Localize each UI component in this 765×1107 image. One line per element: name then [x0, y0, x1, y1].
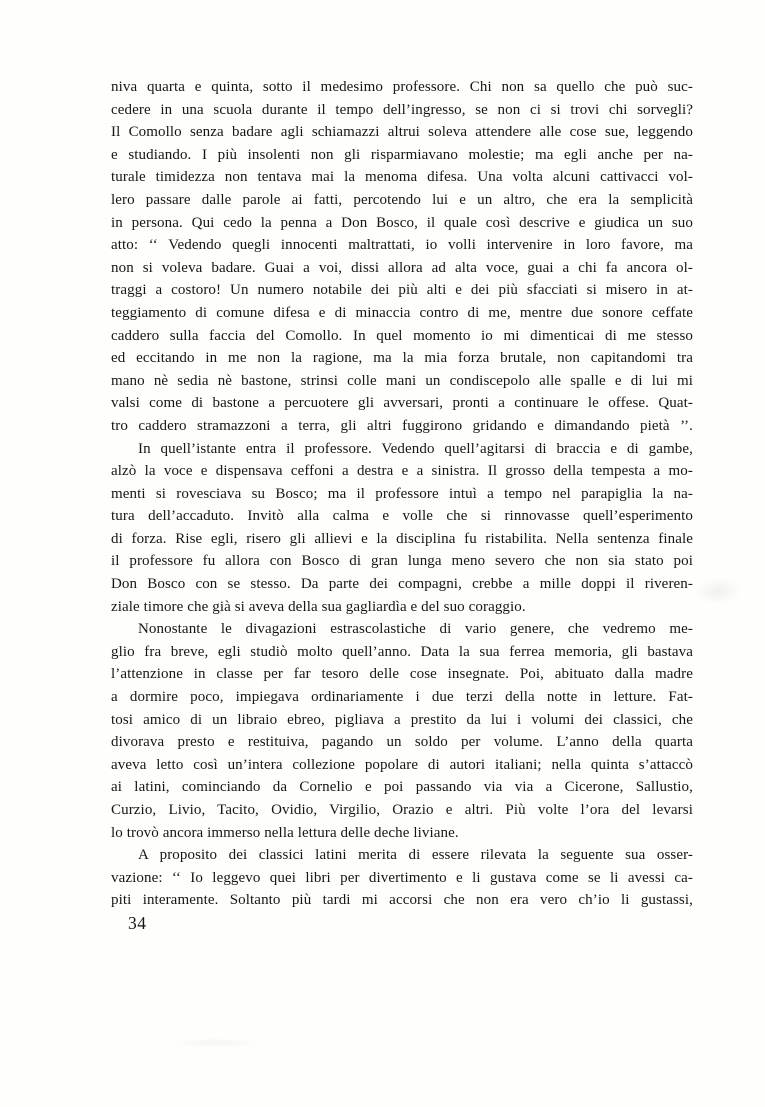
paragraph — [111, 618, 693, 844]
text-block — [111, 76, 693, 912]
text-line: teggiamento di comune difesa e di minaccia contro di me, mentre due sonore ceffate — [111, 304, 693, 321]
text-line: Nonostante le divagazioni estrascolastiche di vario genere, che vedremo me- — [138, 621, 693, 638]
text-line: non si voleva badare. Guai a voi, dissi allora ad alta voce, guai a chi fa ancora ol- — [111, 259, 693, 276]
text-line: alzò la voce e dispensava ceffoni a destra e a sinistra. Il grosso della tempesta a mo- — [111, 463, 693, 480]
text-line: a dormire poco, impiegava ordinariamente i due terzi della notte in letture. Fat- — [111, 689, 693, 706]
paragraph — [111, 76, 693, 438]
text-line: divorava presto e restituiva, pagando un soldo per volume. L’anno della quarta — [111, 734, 693, 751]
text-line: l’attenzione in classe per far tesoro delle cose insegnate. Poi, abituato dalla madre — [111, 666, 693, 683]
text-line: tura dell’accaduto. Invitò alla calma e volle che si rinnovasse quell’esperimento — [111, 508, 693, 525]
text-line: Don Bosco con se stesso. Da parte dei compagni, crebbe a mille doppi il riveren- — [111, 576, 693, 593]
text-line: In quell’istante entra il professore. Vedendo quell’agitarsi di braccia e di gambe, — [138, 440, 693, 457]
paragraph — [111, 438, 693, 619]
page-number: 34 — [128, 913, 147, 933]
text-line: vazione: ‘‘ Io leggevo quei libri per divertimento e li gustava come se li avessi ca- — [111, 869, 693, 886]
text-line: e studiando. I più insolenti non gli risparmiavano molestie; ma egli anche per na- — [111, 146, 693, 163]
text-line: ai latini, cominciando da Cornelio e poi passando via via a Cicerone, Sallustio, — [111, 779, 693, 796]
text-line: lo trovò ancora immerso nella lettura delle deche liviane. — [111, 824, 459, 841]
text-line: glio fra breve, egli studiò molto quell’anno. Data la sua ferrea memoria, gli bastava — [111, 643, 693, 660]
text-line: piti interamente. Soltanto più tardi mi accorsi che non era vero ch’io li gustassi, — [111, 892, 693, 909]
text-line: ed eccitando in me non la ragione, ma la mia forza brutale, non capitandomi tra — [111, 350, 693, 367]
text-line: valsi come di bastone a percuotere gli avversari, pronti a continuare le offese. Quat- — [111, 395, 693, 412]
text-line: in persona. Qui cedo la penna a Don Bosco, il quale così descrive e giudica un suo — [111, 214, 693, 231]
text-line: lero passare dalle parole ai fatti, percotendo lui e un altro, che era la semplicità — [111, 191, 693, 208]
text-line: tosi amico di un libraio ebreo, pigliava a prestito da lui i volumi dei classici, che — [111, 711, 693, 728]
text-line: menti si rovesciava su Bosco; ma il professore intuì a tempo nel parapiglia la na- — [111, 485, 693, 502]
text-line: atto: ‘‘ Vedendo quegli innocenti maltrattati, io volli intervenire in loro favore, ma — [111, 237, 693, 254]
scan-smudge — [170, 1038, 260, 1048]
text-line: aveva letto così un’intera collezione popolare di autori italiani; nella quinta s’attaccò — [111, 756, 693, 773]
text-line: traggi a costoro! Un numero notabile dei più alti e dei più sfacciati si misero in at- — [111, 282, 693, 299]
text-line: A proposito dei classici latini merita di essere rilevata la seguente sua osser- — [138, 847, 693, 864]
text-line: cedere in una scuola durante il tempo dell’ingresso, se non ci si trovi chi sorvegli? — [111, 101, 693, 118]
text-line: niva quarta e quinta, sotto il medesimo professore. Chi non sa quello che può suc- — [111, 79, 693, 95]
text-line: Curzio, Livio, Tacito, Ovidio, Virgilio, Orazio e altri. Più volte l’ora del levarsi — [111, 802, 693, 818]
text-line: mano nè sedia nè bastone, strinsi colle mani un condiscepolo alle spalle e di lui mi — [111, 372, 693, 389]
text-line: di forza. Rise egli, risero gli allievi e la disciplina fu ristabilita. Nella sentenza finale — [111, 530, 693, 547]
text-line: turale timidezza non tentava mai la menoma difesa. Una volta alcuni cattivacci vol- — [111, 169, 693, 186]
paragraph — [111, 844, 693, 912]
text-line: il professore fu allora con Bosco di gran lunga meno severo che non sia stato poi — [111, 553, 693, 570]
text-line: tro caddero stramazzoni a terra, gli altri fuggirono gridando e dimandando pietà ’’. — [111, 417, 693, 434]
text-line: Il Comollo senza badare agli schiamazzi altrui soleva attendere alle cose sue, leggendo — [111, 124, 693, 141]
text-line: ziale timore che già si aveva della sua gagliardìa e del suo coraggio. — [111, 598, 526, 615]
scan-smudge — [694, 578, 742, 604]
text-line: caddero sulla faccia del Comollo. In quel momento io mi dimenticai di me stesso — [111, 327, 693, 344]
